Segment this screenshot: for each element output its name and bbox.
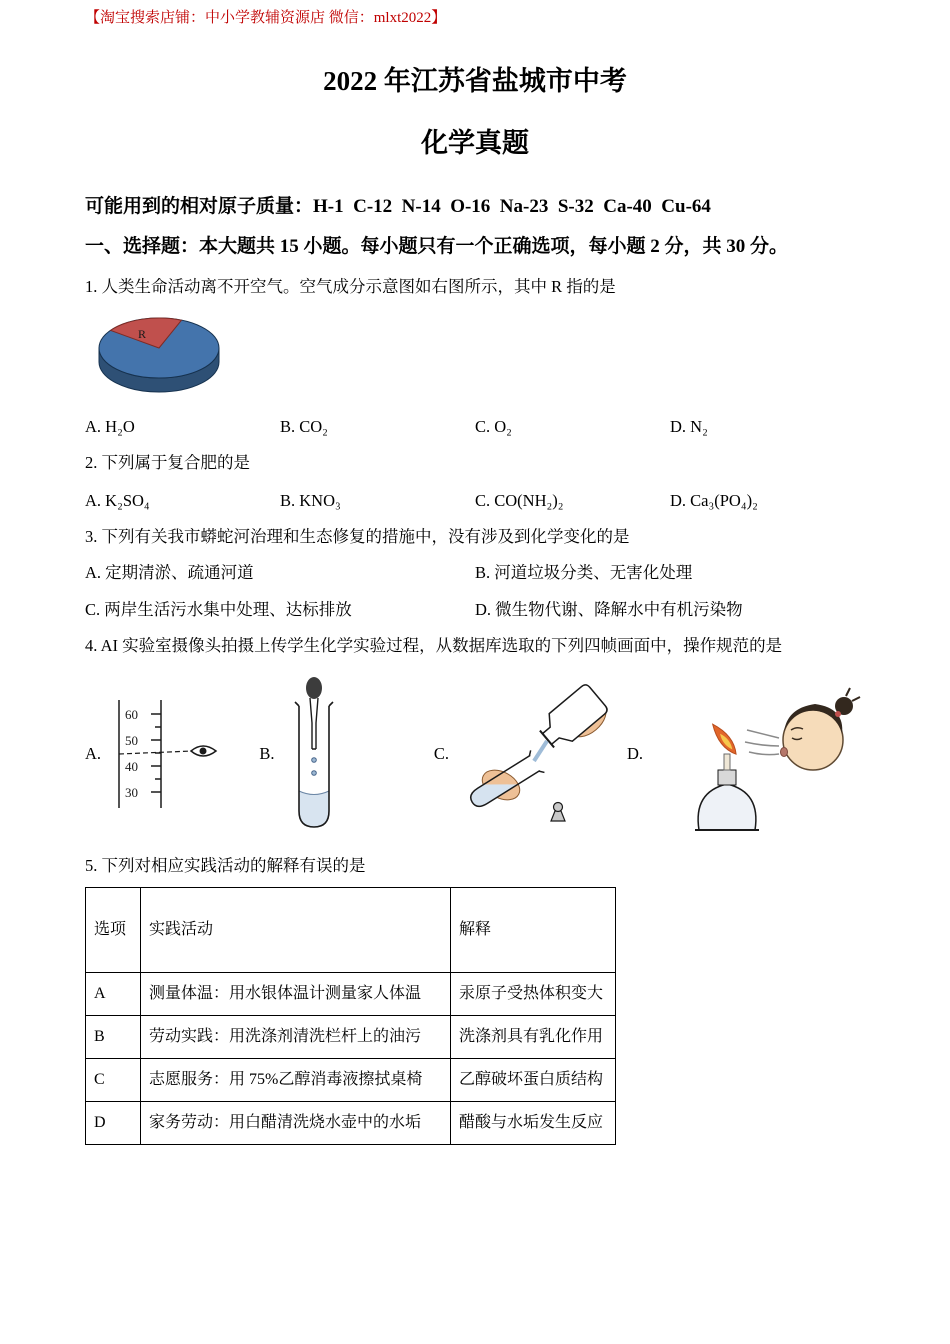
q4-frame-d-label: D. bbox=[626, 744, 643, 763]
q2-option-b: B. KNO₃ bbox=[280, 491, 341, 510]
question-2-text: 2. 下列属于复合肥的是 bbox=[85, 453, 250, 472]
q2-option-c: C. CO(NH₂)₂ bbox=[475, 491, 564, 510]
q2-option-a: A. K₂SO₄ bbox=[85, 491, 150, 510]
q4-frame-b-label: B. bbox=[259, 744, 275, 763]
test-tube-rim bbox=[295, 702, 333, 706]
table-row bbox=[86, 1016, 616, 1059]
question-1-text: 1. 人类生命活动离不开空气。空气成分示意图如右图所示，其中 R 指的是 bbox=[85, 277, 616, 296]
q4-frame-b bbox=[259, 675, 433, 833]
table-row bbox=[86, 1102, 616, 1145]
table-row bbox=[86, 1059, 616, 1102]
exam-title: 2022 年江苏省盐城市中考 bbox=[323, 66, 627, 96]
q1-option-a: A. H₂O bbox=[85, 417, 135, 436]
store-notice: 【淘宝搜索店铺：中小学教辅资源店 微信：mlxt2022】 bbox=[85, 10, 447, 26]
row-a-activity: 测量体温：用水银体温计测量家人体温 bbox=[141, 973, 451, 1016]
pouring-liquid-icon bbox=[455, 679, 627, 829]
row-d-activity: 家务劳动：用白醋清洗烧水壶中的水垢 bbox=[141, 1102, 451, 1145]
row-d-explanation: 醋酸与水垢发生反应 bbox=[451, 1102, 616, 1145]
question-5-text: 5. 下列对相应实践活动的解释有误的是 bbox=[85, 856, 366, 875]
blowing-alcohol-lamp-icon bbox=[675, 668, 865, 840]
alcohol-lamp-body bbox=[698, 784, 756, 830]
q3-option-c: C. 两岸生活污水集中处理、达标排放 bbox=[85, 600, 352, 619]
q2-option-d: D. Ca₃(PO₄)₂ bbox=[670, 491, 758, 510]
header-explanation: 解释 bbox=[451, 888, 616, 973]
pie-slice-r-label: R bbox=[137, 327, 147, 341]
exam-subtitle: 化学真题 bbox=[421, 128, 529, 158]
pie-chart-svg bbox=[93, 308, 233, 400]
scale-60: 60 bbox=[125, 707, 139, 722]
q3-option-a: A. 定期清淤、疏通河道 bbox=[85, 563, 254, 582]
row-a-explanation: 汞原子受热体积变大 bbox=[451, 973, 616, 1016]
q4-frame-a-label: A. bbox=[85, 744, 102, 763]
lamp-wick bbox=[724, 754, 730, 770]
blow-lines bbox=[745, 730, 779, 755]
q3-option-b: B. 河道垃圾分类、无害化处理 bbox=[475, 563, 693, 582]
liquid-drop-2 bbox=[311, 771, 316, 776]
row-c-activity: 志愿服务：用 75%乙醇消毒液擦拭桌椅 bbox=[141, 1059, 451, 1102]
scale-30: 30 bbox=[125, 785, 139, 800]
practice-activity-table bbox=[85, 887, 616, 1145]
question-4-frames bbox=[85, 663, 865, 845]
row-b-option: B bbox=[86, 1016, 141, 1059]
flame bbox=[709, 721, 740, 757]
table-header-row bbox=[86, 888, 616, 973]
scale-50: 50 bbox=[125, 733, 139, 748]
q4-frame-c-label: C. bbox=[433, 744, 449, 763]
blowing-mouth bbox=[781, 748, 788, 757]
question-1-options bbox=[85, 416, 865, 438]
row-b-activity: 劳动实践：用洗涤剂清洗栏杆上的油污 bbox=[141, 1016, 451, 1059]
q1-option-b: B. CO₂ bbox=[280, 417, 328, 436]
header-activity: 实践活动 bbox=[141, 888, 451, 973]
question-3-options-row-2 bbox=[85, 599, 865, 621]
question-3-text: 3. 下列有关我市蟒蛇河治理和生态修复的措施中，没有涉及到化学变化的是 bbox=[85, 527, 630, 546]
dropper-test-tube-icon bbox=[281, 675, 345, 833]
lamp-collar bbox=[718, 770, 736, 785]
q1-option-d: D. N₂ bbox=[670, 417, 708, 436]
graduated-cylinder-reading-icon bbox=[107, 698, 225, 810]
row-c-explanation: 乙醇破坏蛋白质结构 bbox=[451, 1059, 616, 1102]
atomic-mass-note: 可能用到的相对原子质量：H-1 C-12 N-14 O-16 Na-23 S-32 Ca-40 Cu-64 bbox=[85, 196, 711, 217]
q4-frame-d bbox=[627, 668, 865, 840]
dropper-bulb bbox=[306, 677, 322, 699]
scale-40: 40 bbox=[125, 759, 139, 774]
liquid-drop-1 bbox=[311, 758, 316, 763]
liquid-stream bbox=[534, 741, 547, 761]
question-2-options bbox=[85, 490, 865, 512]
hair-tie bbox=[835, 711, 841, 717]
q4-frame-a bbox=[85, 698, 259, 810]
table-row bbox=[86, 973, 616, 1016]
bottle-stopper bbox=[551, 803, 565, 822]
row-a-option: A bbox=[86, 973, 141, 1016]
dropper-glass bbox=[310, 698, 318, 749]
question-3-options-row-1 bbox=[85, 562, 865, 584]
eye-pupil bbox=[200, 748, 207, 755]
section-1-header: 一、选择题：本大题共 15 小题。每小题只有一个正确选项，每小题 2 分，共 30 分。 bbox=[85, 236, 789, 257]
air-composition-pie-chart bbox=[93, 308, 233, 400]
row-d-option: D bbox=[86, 1102, 141, 1145]
row-b-explanation: 洗涤剂具有乳化作用 bbox=[451, 1016, 616, 1059]
header-option: 选项 bbox=[86, 888, 141, 973]
test-tube-liquid bbox=[299, 791, 329, 827]
q3-option-d: D. 微生物代谢、降解水中有机污染物 bbox=[475, 600, 743, 619]
row-c-option: C bbox=[86, 1059, 141, 1102]
q4-frame-c bbox=[434, 679, 627, 829]
question-4-text: 4. AI 实验室摄像头拍摄上传学生化学实验过程，从数据库选取的下列四帧画面中，操作规范的是 bbox=[85, 636, 783, 655]
q1-option-c: C. O₂ bbox=[475, 417, 512, 436]
